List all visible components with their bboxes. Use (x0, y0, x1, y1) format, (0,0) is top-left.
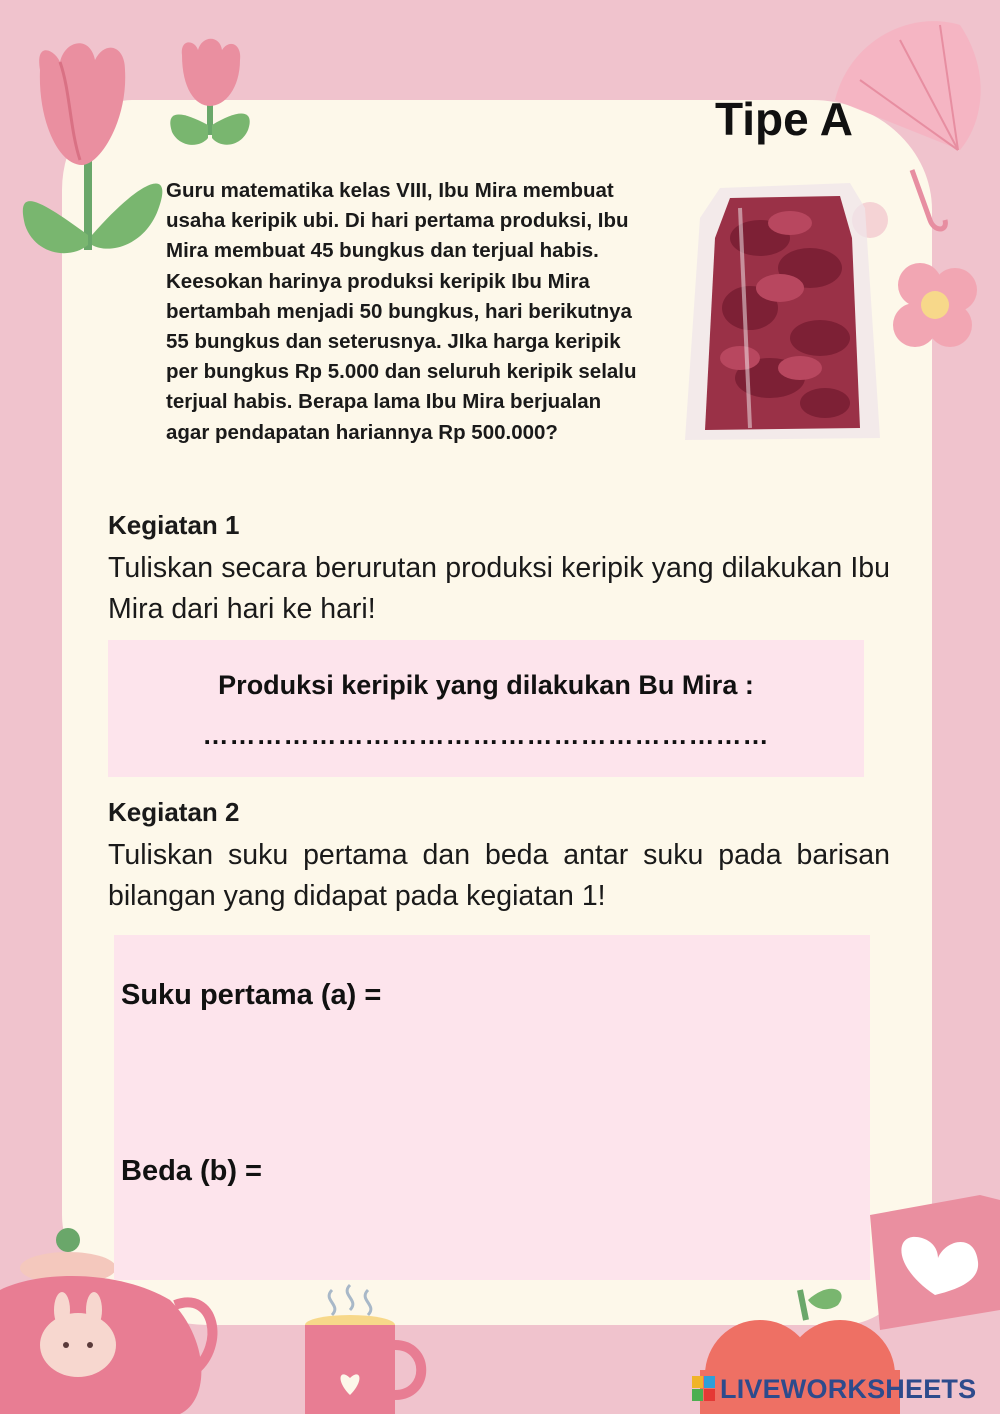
brand-name: LIVEWORKSHEETS (720, 1373, 977, 1404)
problem-line: agar pendapatan hariannya Rp 500.000? (166, 420, 558, 444)
problem-text (166, 176, 691, 448)
kegiatan2-heading: Kegiatan 2 (108, 797, 240, 827)
problem-line: terjual habis. Berapa lama Ibu Mira berjualan (166, 390, 602, 414)
mug-icon (305, 1285, 421, 1414)
problem-line: Keesokan harinya produksi keripik Ibu Mira (166, 269, 590, 293)
kegiatan1-answer-box (108, 640, 864, 777)
kegiatan1-answer-label: Produksi keripik yang dilakukan Bu Mira : (218, 670, 754, 700)
suku-pertama-label: Suku pertama (a) = (121, 979, 382, 1011)
kegiatan1-instruction: Tuliskan secara berurutan produksi keripik yang dilakukan Ibu Mira dari hari ke hari! (108, 552, 890, 625)
keripik-bag-image (680, 178, 895, 443)
kegiatan1-answer-blank[interactable]: ……………………………………………………… (202, 720, 770, 750)
liveworksheets-logo (692, 1372, 976, 1406)
kegiatan2-answer-box (114, 935, 870, 1280)
problem-line: bertambah menjadi 50 bungkus, hari berikutnya (166, 299, 632, 323)
heart-icon (870, 1195, 1000, 1330)
problem-line: per bungkus Rp 5.000 dan seluruh keripik selalu (166, 360, 637, 384)
kegiatan1-heading: Kegiatan 1 (108, 510, 240, 540)
liveworksheets-logo-icon (692, 1376, 716, 1402)
problem-line: Mira membuat 45 bungkus dan terjual habis. (166, 239, 599, 263)
beda-label: Beda (b) = (121, 1155, 262, 1187)
problem-line: usaha keripik ubi. Di hari pertama produksi, Ibu (166, 209, 629, 233)
kegiatan2-instruction: Tuliskan suku pertama dan beda antar suku pada barisan bilangan yang didapat pada kegiatan 1! (108, 839, 890, 912)
problem-line: Guru matematika kelas VIII, Ibu Mira membuat (166, 179, 614, 202)
page-title: Tipe A (715, 93, 854, 145)
problem-line: 55 bungkus dan seterusnya. JIka harga keripik (166, 330, 621, 354)
